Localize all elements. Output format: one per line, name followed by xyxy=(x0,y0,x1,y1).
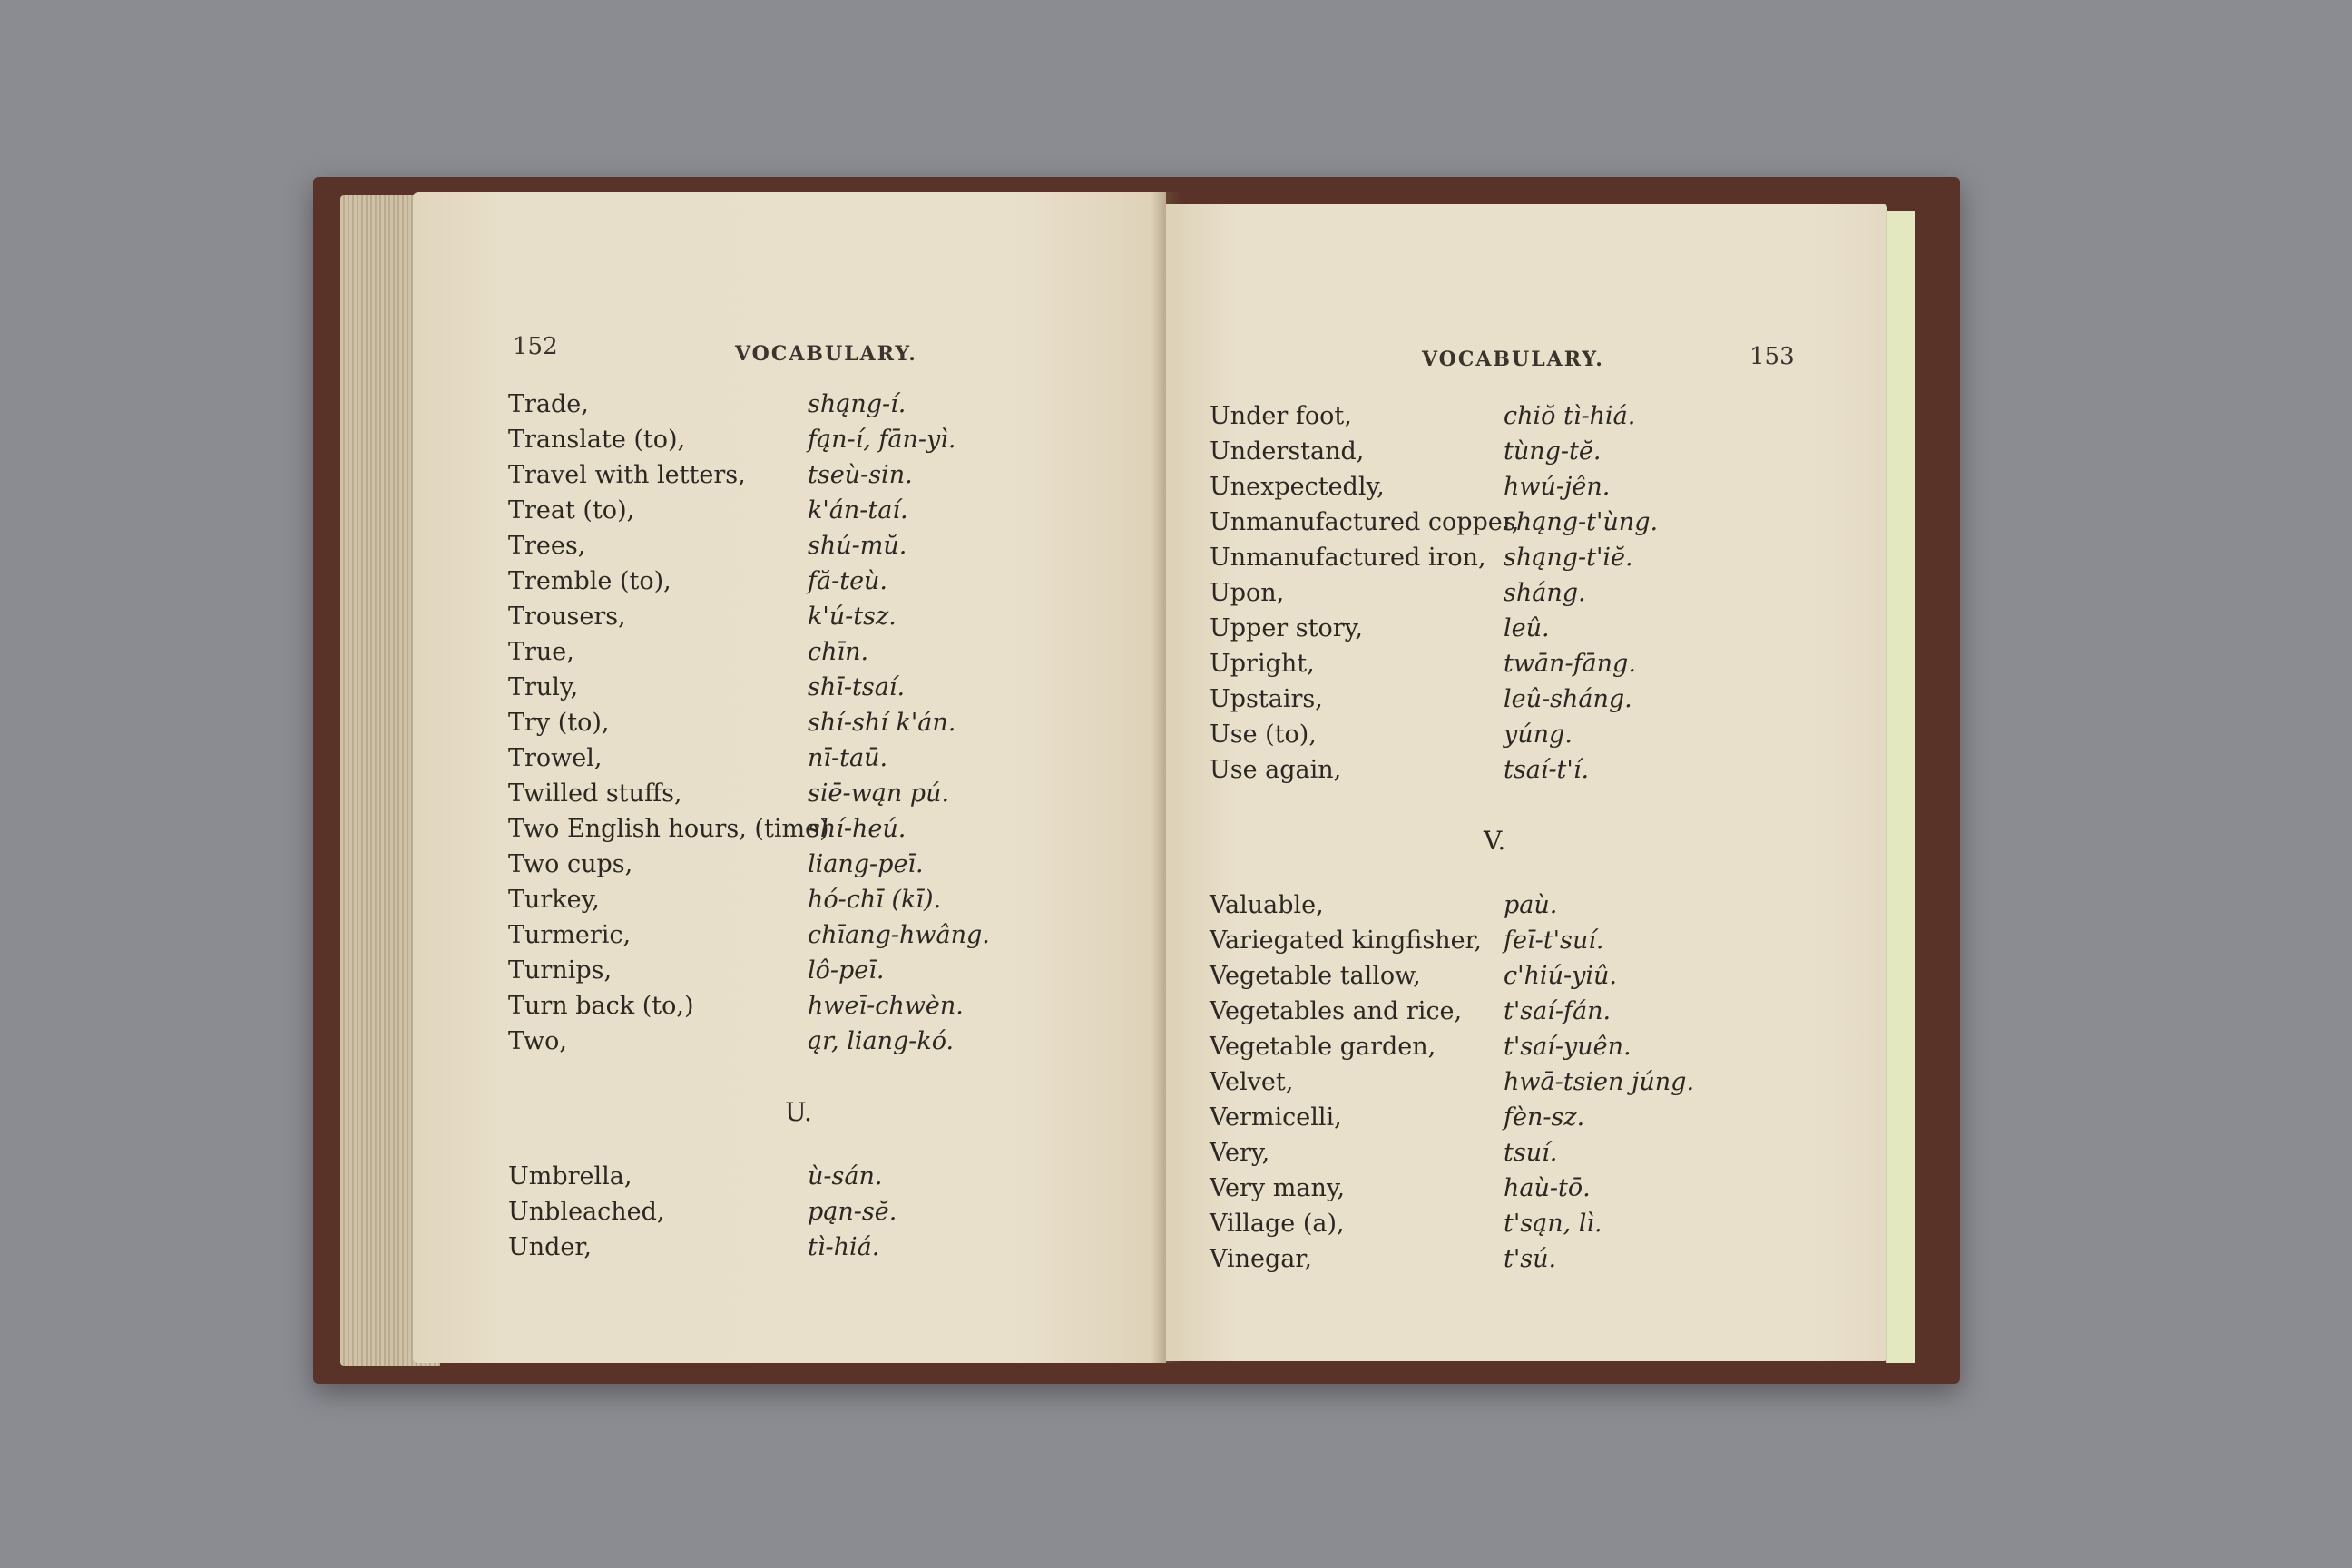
english-term: Trousers, xyxy=(508,603,626,631)
chinese-romanization: chīang-hwâng. xyxy=(808,921,990,949)
chinese-romanization: ù-sán. xyxy=(808,1162,883,1191)
english-term: Turnips, xyxy=(508,956,612,985)
chinese-romanization: hweī-chwèn. xyxy=(808,992,964,1020)
english-term: Valuable, xyxy=(1210,891,1324,919)
english-term: Turmeric, xyxy=(508,921,632,949)
page-number: 153 xyxy=(1749,343,1795,370)
english-term: Upright, xyxy=(1210,650,1315,678)
left-page xyxy=(413,192,1166,1363)
chinese-romanization: hwā-tsien júng. xyxy=(1504,1068,1695,1096)
chinese-romanization: lô-peī. xyxy=(808,956,885,985)
chinese-romanization: tseù-sin. xyxy=(808,461,913,489)
english-term: Under foot, xyxy=(1210,402,1352,430)
chinese-romanization: ąr, liang-kó. xyxy=(808,1027,955,1055)
english-term: Vegetable garden, xyxy=(1210,1033,1436,1061)
page-number: 152 xyxy=(513,333,558,360)
english-term: Use (to), xyxy=(1210,720,1317,749)
english-term: Trade, xyxy=(508,390,589,418)
chinese-romanization: leû-sháng. xyxy=(1504,685,1632,713)
chinese-romanization: pąn-sĕ. xyxy=(808,1198,897,1226)
english-term: Unmanufactured iron, xyxy=(1210,544,1486,572)
chinese-romanization: fąn-í, fān-yì. xyxy=(808,426,956,454)
chinese-romanization: leû. xyxy=(1504,614,1550,642)
chinese-romanization: shú-mŭ. xyxy=(808,532,907,560)
chinese-romanization: t'sú. xyxy=(1504,1245,1557,1273)
english-term: Two cups, xyxy=(508,850,633,878)
chinese-romanization: liang-peī. xyxy=(808,850,924,878)
english-term: Unexpectedly, xyxy=(1210,473,1385,501)
english-term: Travel with letters, xyxy=(508,461,746,489)
chinese-romanization: fèn-sz. xyxy=(1504,1103,1585,1132)
english-term: Trees, xyxy=(508,532,586,560)
chinese-romanization: tì-hiá. xyxy=(808,1233,880,1261)
english-term: Two English hours, (time) xyxy=(508,815,829,843)
english-term: Two, xyxy=(508,1027,567,1055)
chinese-romanization: tsuí. xyxy=(1504,1139,1558,1167)
chinese-romanization: shí-heú. xyxy=(808,815,906,843)
chinese-romanization: yúng. xyxy=(1504,720,1573,749)
chinese-romanization: shąng-t'iĕ. xyxy=(1504,544,1633,572)
english-term: Tremble (to), xyxy=(508,567,671,595)
english-term: Velvet, xyxy=(1210,1068,1294,1096)
english-term: Umbrella, xyxy=(508,1162,632,1191)
section-letter: V. xyxy=(1484,826,1506,856)
chinese-romanization: shī-tsaí. xyxy=(808,673,906,701)
chinese-romanization: tùng-tĕ. xyxy=(1504,437,1602,466)
chinese-romanization: chiŏ tì-hiá. xyxy=(1504,402,1636,430)
english-term: Upon, xyxy=(1210,579,1285,607)
chinese-romanization: tsaí-t'í. xyxy=(1504,756,1590,784)
english-term: Use again, xyxy=(1210,756,1342,784)
chinese-romanization: nī-taū. xyxy=(808,744,888,772)
english-term: Variegated kingfisher, xyxy=(1210,926,1483,955)
chinese-romanization: feī-t'suí. xyxy=(1504,926,1604,955)
english-term: Very, xyxy=(1210,1139,1270,1167)
chinese-romanization: c'hiú-yiû. xyxy=(1504,962,1617,990)
chinese-romanization: sháng. xyxy=(1504,579,1586,607)
english-term: Unmanufactured copper, xyxy=(1210,508,1520,536)
english-term: Upstairs, xyxy=(1210,685,1323,713)
chinese-romanization: siē-wąn pú. xyxy=(808,779,950,808)
english-term: Village (a), xyxy=(1210,1210,1345,1238)
english-term: Turn back (to,) xyxy=(508,992,694,1020)
english-term: Unbleached, xyxy=(508,1198,665,1226)
chinese-romanization: twān-fāng. xyxy=(1504,650,1636,678)
chinese-romanization: chīn. xyxy=(808,638,869,666)
english-term: Vermicelli, xyxy=(1210,1103,1342,1132)
chinese-romanization: k'ú-tsz. xyxy=(808,603,897,631)
english-term: Turkey, xyxy=(508,886,600,914)
chinese-romanization: shąng-í. xyxy=(808,390,906,418)
chinese-romanization: fă-teù. xyxy=(808,567,888,595)
page-header: VOCABULARY. xyxy=(1422,348,1604,371)
english-term: Translate (to), xyxy=(508,426,686,454)
english-term: Try (to), xyxy=(508,709,610,737)
chinese-romanization: shąng-t'ùng. xyxy=(1504,508,1659,536)
chinese-romanization: k'án-taí. xyxy=(808,496,908,524)
chinese-romanization: t'saí-fán. xyxy=(1504,997,1612,1025)
english-term: Twilled stuffs, xyxy=(508,779,682,808)
page-header: VOCABULARY. xyxy=(735,342,917,366)
english-term: Upper story, xyxy=(1210,614,1363,642)
english-term: Under, xyxy=(508,1233,592,1261)
section-letter: U. xyxy=(785,1097,812,1127)
chinese-romanization: hwú-jên. xyxy=(1504,473,1611,501)
english-term: Truly, xyxy=(508,673,579,701)
chinese-romanization: paù. xyxy=(1504,891,1558,919)
page-edge xyxy=(1886,211,1915,1363)
english-term: Vegetable tallow, xyxy=(1210,962,1421,990)
right-page xyxy=(1166,204,1887,1361)
english-term: Vegetables and rice, xyxy=(1210,997,1463,1025)
english-term: Trowel, xyxy=(508,744,603,772)
english-term: Treat (to), xyxy=(508,496,635,524)
chinese-romanization: t'saí-yuên. xyxy=(1504,1033,1632,1061)
english-term: Understand, xyxy=(1210,437,1365,466)
english-term: Very many, xyxy=(1210,1174,1346,1202)
chinese-romanization: haù-tō. xyxy=(1504,1174,1591,1202)
chinese-romanization: shí-shí k'án. xyxy=(808,709,956,737)
english-term: Vinegar, xyxy=(1210,1245,1312,1273)
chinese-romanization: t'sąn, lì. xyxy=(1504,1210,1602,1238)
chinese-romanization: hó-chī (kī). xyxy=(808,886,942,914)
english-term: True, xyxy=(508,638,574,666)
